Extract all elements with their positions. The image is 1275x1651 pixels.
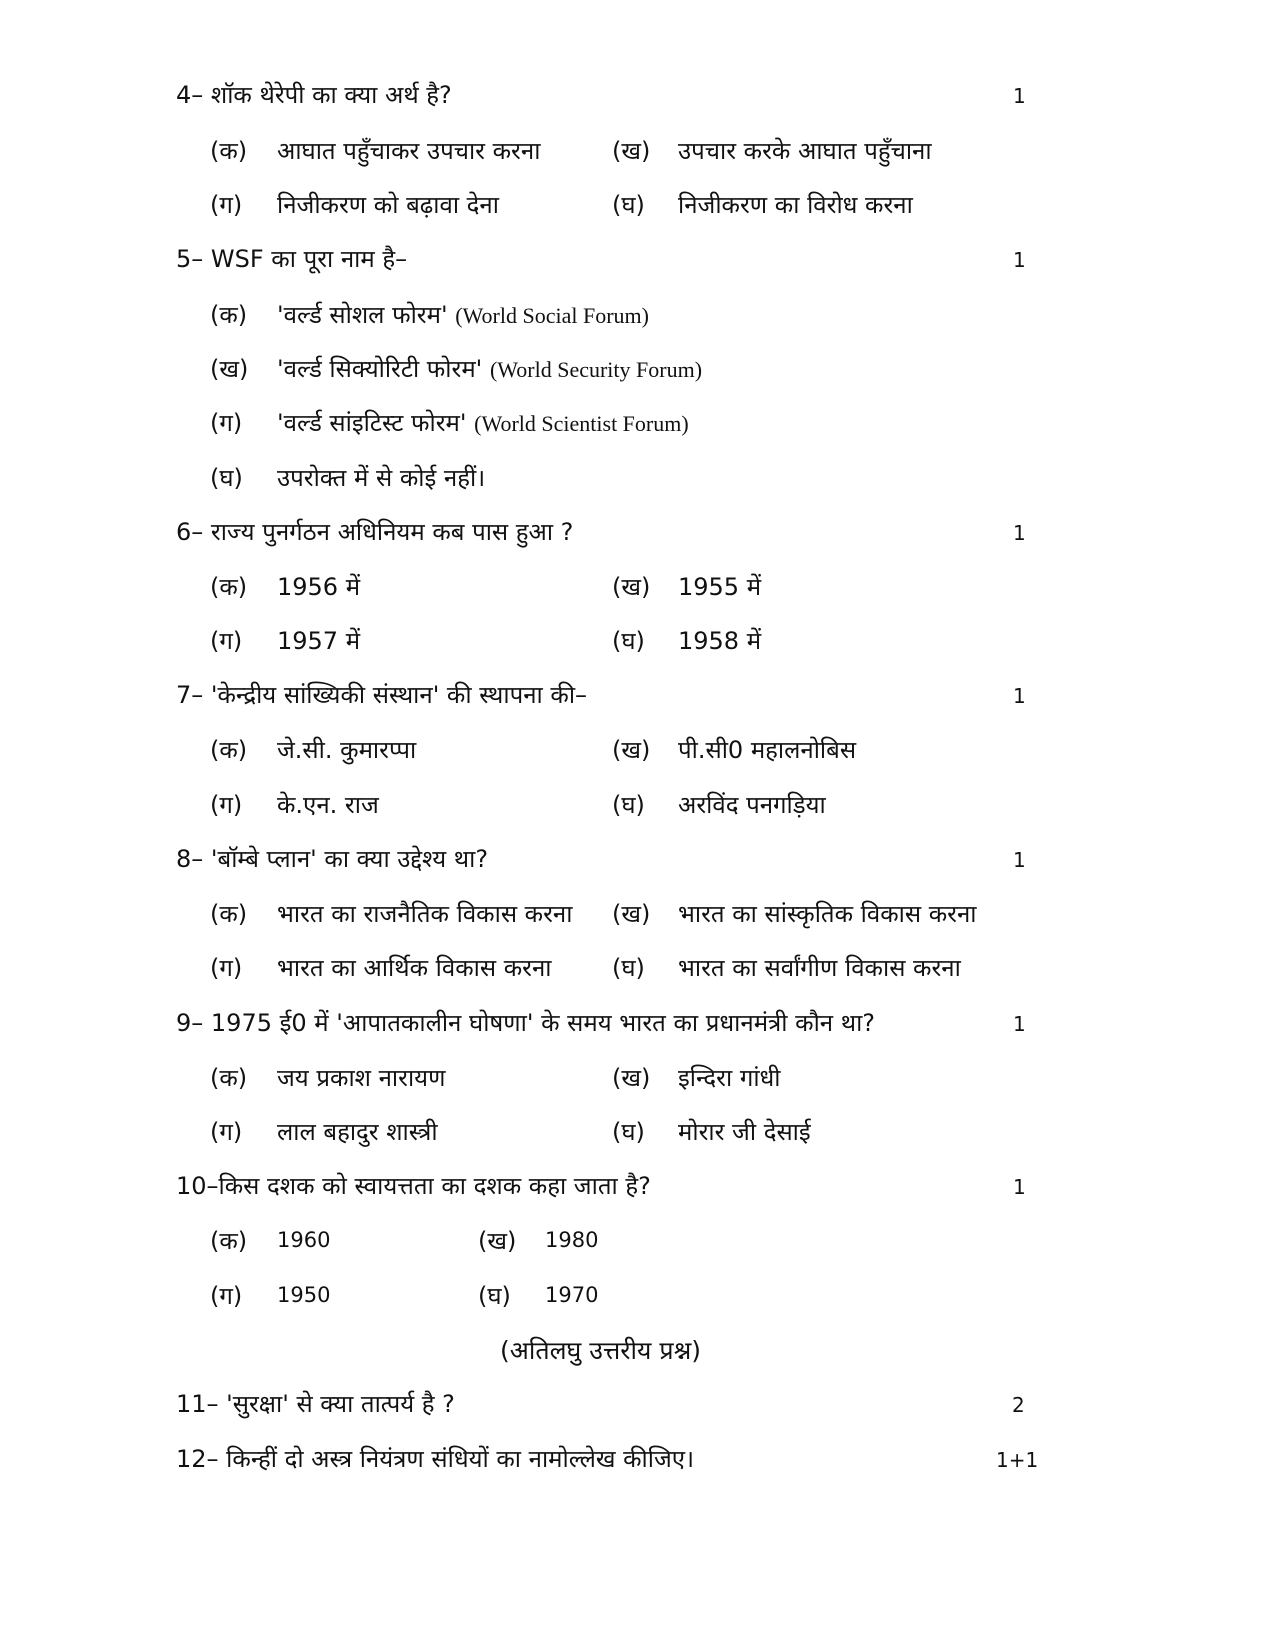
option-text: उपरोक्त में से कोई नहीं। [277, 464, 486, 492]
option-label: (क) [210, 900, 248, 928]
marks: 1 [1013, 521, 1026, 545]
option-label: (क) [210, 301, 248, 329]
marks: 1 [1013, 1012, 1026, 1036]
question-text: 9– 1975 ई0 में 'आपातकालीन घोषणा' के समय भारत का प्रधानमंत्री कौन था? [176, 1009, 876, 1037]
option-english: (World Scientist Forum) [474, 411, 689, 436]
option-label: (घ) [612, 191, 645, 219]
option-text: निजीकरण का विरोध करना [678, 191, 913, 219]
option-text: के.एन. राज [277, 791, 379, 819]
option-text: भारत का आर्थिक विकास करना [277, 954, 552, 982]
question-text: 5– WSF का पूरा नाम है– [176, 245, 408, 273]
option-label: (ग) [210, 1282, 243, 1310]
question-text: 7– 'केन्द्रीय सांख्यिकी संस्थान' की स्थापना की– [176, 681, 588, 709]
option-hindi: 'वर्ल्ड सांइटिस्ट फोरम' [277, 409, 467, 437]
option-label: (ख) [612, 137, 651, 165]
option-label: (ग) [210, 954, 243, 982]
option-label: (ख) [612, 900, 651, 928]
question-text: 8– 'बॉम्बे प्लान' का क्या उद्देश्य था? [176, 845, 489, 873]
option-label: (ग) [210, 1118, 243, 1146]
option-text: 1980 [545, 1228, 599, 1252]
option-label: (क) [210, 1227, 248, 1255]
question-text: 10–किस दशक को स्वायत्तता का दशक कहा जाता है? [176, 1172, 651, 1200]
option-label: (क) [210, 137, 248, 165]
option-hindi: 'वर्ल्ड सोशल फोरम' [277, 301, 448, 329]
option-text: 1955 में [678, 573, 762, 601]
marks: 1 [1013, 84, 1026, 108]
option-label: (घ) [612, 954, 645, 982]
option-text: भारत का सर्वांगीण विकास करना [678, 954, 961, 982]
option-text [277, 352, 702, 385]
option-text: 1958 में [678, 627, 762, 655]
question-text: 12– किन्हीं दो अस्त्र नियंत्रण संधियों का नामोल्लेख कीजिए। [176, 1445, 695, 1473]
option-text: इन्दिरा गांधी [678, 1064, 781, 1092]
marks: 1 [1013, 684, 1026, 708]
option-label: (घ) [478, 1282, 511, 1310]
option-label: (ख) [478, 1227, 517, 1255]
option-text: पी.सी0 महालनोबिस [678, 736, 857, 764]
option-english: (World Security Forum) [489, 357, 703, 382]
option-label: (ग) [210, 791, 243, 819]
marks: 1 [1013, 248, 1026, 272]
option-text: 1950 [277, 1283, 331, 1307]
option-label: (ग) [210, 409, 243, 437]
option-label: (क) [210, 573, 248, 601]
option-text [277, 298, 649, 331]
option-text: 1970 [545, 1283, 599, 1307]
option-label: (घ) [612, 627, 645, 655]
option-text: मोरार जी देसाई [678, 1118, 811, 1146]
option-hindi: 'वर्ल्ड सिक्योरिटी फोरम' [277, 355, 483, 383]
option-text: आघात पहुँचाकर उपचार करना [277, 137, 541, 165]
option-text [277, 406, 689, 439]
option-label: (ख) [210, 355, 249, 383]
option-label: (ग) [210, 627, 243, 655]
option-text: उपचार करके आघात पहुँचाना [678, 137, 932, 165]
option-label: (घ) [210, 464, 243, 492]
marks: 1+1 [996, 1448, 1039, 1472]
option-text: 1960 [277, 1228, 331, 1252]
marks: 1 [1013, 1175, 1026, 1199]
marks: 1 [1013, 848, 1026, 872]
option-label: (क) [210, 1064, 248, 1092]
option-text: 1956 में [277, 573, 361, 601]
option-text: भारत का राजनैतिक विकास करना [277, 900, 573, 928]
option-label: (क) [210, 736, 248, 764]
option-text: निजीकरण को बढ़ावा देना [277, 191, 499, 219]
option-text: अरविंद पनगड़िया [678, 791, 826, 819]
marks: 2 [1012, 1393, 1025, 1417]
option-label: (ख) [612, 573, 651, 601]
option-english: (World Social Forum) [455, 303, 649, 328]
option-label: (घ) [612, 791, 645, 819]
option-label: (ग) [210, 191, 243, 219]
option-label: (घ) [612, 1118, 645, 1146]
option-label: (ख) [612, 736, 651, 764]
question-text: 6– राज्य पुनर्गठन अधिनियम कब पास हुआ ? [176, 518, 574, 546]
question-text: 4– शॉक थेरेपी का क्या अर्थ है? [176, 81, 452, 109]
question-text: 11– 'सुरक्षा' से क्या तात्पर्य है ? [176, 1390, 455, 1418]
option-text: जय प्रकाश नारायण [277, 1064, 446, 1092]
option-text: जे.सी. कुमारप्पा [277, 736, 417, 764]
option-text: 1957 में [277, 627, 361, 655]
option-label: (ख) [612, 1064, 651, 1092]
section-heading: (अतिलघु उत्तरीय प्रश्न) [500, 1336, 702, 1365]
option-text: भारत का सांस्कृतिक विकास करना [678, 900, 977, 928]
option-text: लाल बहादुर शास्त्री [277, 1118, 438, 1146]
